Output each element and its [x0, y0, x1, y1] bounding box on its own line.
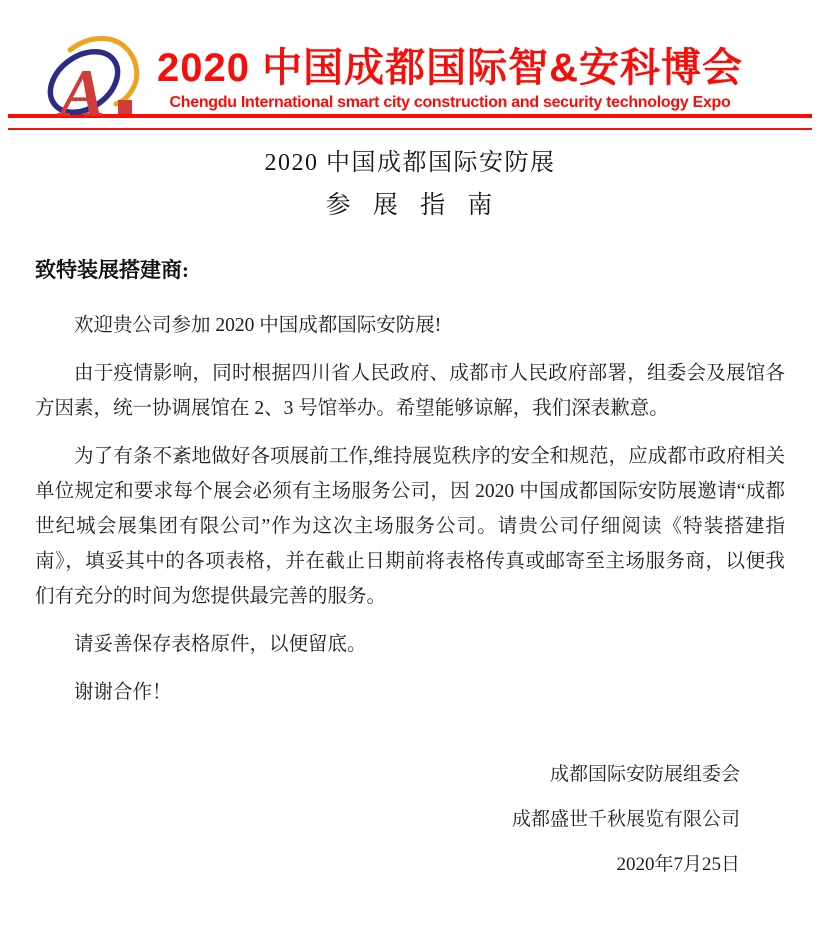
svg-text:A: A: [60, 55, 106, 120]
salutation: 致特装展搭建商:: [35, 258, 189, 282]
expo-title: 2020 中国成都国际智&安科博会: [157, 46, 743, 90]
doc-title-line2: 参 展 指 南: [325, 192, 495, 219]
signature-date: 2020年7月25日: [616, 854, 740, 875]
letter-content: [35, 256, 785, 887]
paragraph-thanks: 谢谢合作！: [74, 682, 172, 703]
paragraph-welcome: 欢迎贵公司参加 2020 中国成都国际安防展!: [74, 315, 442, 336]
letterhead: [0, 0, 820, 120]
signature-block: [35, 752, 785, 887]
expo-logo-icon: [44, 36, 148, 120]
paragraph-keep-forms: 请妥善保存表格原件，以便留底。: [74, 634, 367, 655]
document-body: [0, 148, 820, 887]
expo-subtitle: Chengdu International smart city construction and security technology Expo: [169, 94, 731, 111]
doc-title-line1: 2020 中国成都国际安防展: [264, 150, 556, 176]
paragraph-epidemic-notice: 由于疫情影响，同时根据四川省人民政府、成都市人民政府部署，组委会及展馆各方因素，统一协调展馆在 2、3 号馆举办。希望能够谅解，我们深表歉意。: [35, 363, 785, 419]
letterhead-text: [150, 44, 750, 112]
signature-company: 成都盛世千秋展览有限公司: [511, 809, 740, 830]
paragraph-service-company: 为了有条不紊地做好各项展前工作,维持展览秩序的安全和规范，应成都市政府相关单位规定和要求每个展会必须有主场服务公司，因 2020 中国成都国际安防展邀请“成都世纪城会展集团有限公司”作为这次主场服务公司。请贵公司仔细阅读《特装搭建指南》，填妥其中的各项表格，并在截止日期前将表格传真或邮寄至主场服务商，以便我们有充分的时间为您提供最完善的服务。: [35, 446, 785, 607]
signature-organizer: 成都国际安防展组委会: [549, 764, 740, 785]
